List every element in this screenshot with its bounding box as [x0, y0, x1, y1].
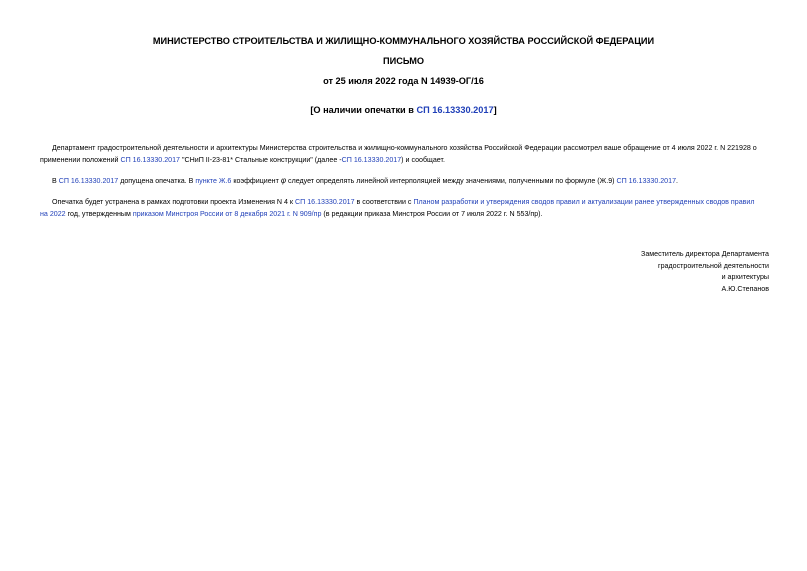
- signature-department-cont: и архитектуры: [721, 273, 769, 281]
- text-fragment: ) и сообщает.: [401, 155, 445, 164]
- signature-department: градостроительной деятельности: [658, 261, 769, 270]
- text-fragment: (в редакции приказа Минстроя России от 7 июля 2022 г. N 553/пр).: [321, 209, 543, 218]
- coefficient-symbol: φ: [280, 176, 287, 185]
- text-fragment: "СНиП II-23-81* Стальные конструкции" (далее -: [180, 155, 342, 164]
- paragraph-line: Департамент градостроительной деятельности и архитектуры Министерства строительства и жилищно-коммунального хозяйства Российской Федерации рассмотрел ваше обращение от 4 июля 2022 г. N 221928 о: [52, 144, 757, 152]
- sp-link[interactable]: СП 16.13330.2017: [295, 198, 355, 206]
- sp-link[interactable]: СП 16.13330.2017: [616, 177, 677, 185]
- paragraph-line: [40, 209, 771, 221]
- paragraph-line: [40, 197, 771, 209]
- order-link[interactable]: приказом Минстроя России от 8 декабря 2021 г. N 909/пр: [132, 209, 322, 218]
- text-fragment: коэффициент: [231, 177, 281, 185]
- text-fragment: применении положений: [40, 155, 121, 164]
- plan-link-continued[interactable]: на 2022: [40, 209, 66, 218]
- paragraph-request: [40, 143, 771, 166]
- subject-sp-link[interactable]: СП 16.13330.2017: [416, 105, 494, 115]
- paragraph-typo: [40, 175, 771, 188]
- text-fragment: допущена опечатка. В: [118, 177, 196, 185]
- paragraph-correction: [40, 197, 771, 220]
- sp-link[interactable]: СП 16.13330.2017: [341, 155, 402, 164]
- text-fragment: .: [676, 177, 679, 185]
- clause-link[interactable]: пункте Ж.6: [195, 177, 232, 185]
- ministry-heading: МИНИСТЕРСТВО СТРОИТЕЛЬСТВА И ЖИЛИЩНО-КОММУНАЛЬНОГО ХОЗЯЙСТВА РОССИЙСКОЙ ФЕДЕРАЦИИ: [152, 36, 655, 46]
- plan-link[interactable]: Планом разработки и утверждения сводов правил и актуализации ранее утвержденных сводов правил: [413, 198, 755, 206]
- signature-block: [641, 249, 769, 295]
- subject-prefix: [О наличии опечатки в: [310, 105, 417, 115]
- text-fragment: в соответствии с: [354, 198, 414, 206]
- sp-link[interactable]: СП 16.13330.2017: [120, 155, 181, 164]
- subject-suffix: ]: [493, 105, 497, 115]
- text-fragment: год, утвержденным: [65, 209, 133, 218]
- text-fragment: В: [52, 177, 59, 185]
- subject-heading: [0, 105, 807, 116]
- text-fragment: следует определять линейной интерполяцией между значениями, полученными по формуле (Ж.9): [286, 177, 617, 185]
- paragraph-line: [40, 175, 771, 188]
- date-number-heading: от 25 июля 2022 года N 14939-ОГ/16: [323, 76, 484, 86]
- paragraph-line: [40, 155, 771, 167]
- signature-position: Заместитель директора Департамента: [641, 250, 769, 258]
- document-type-heading: ПИСЬМО: [382, 56, 425, 66]
- text-fragment: Опечатка будет устранена в рамках подготовки проекта Изменения N 4 к: [52, 198, 296, 206]
- sp-link[interactable]: СП 16.13330.2017: [58, 177, 119, 185]
- signature-name: А.Ю.Степанов: [721, 284, 769, 293]
